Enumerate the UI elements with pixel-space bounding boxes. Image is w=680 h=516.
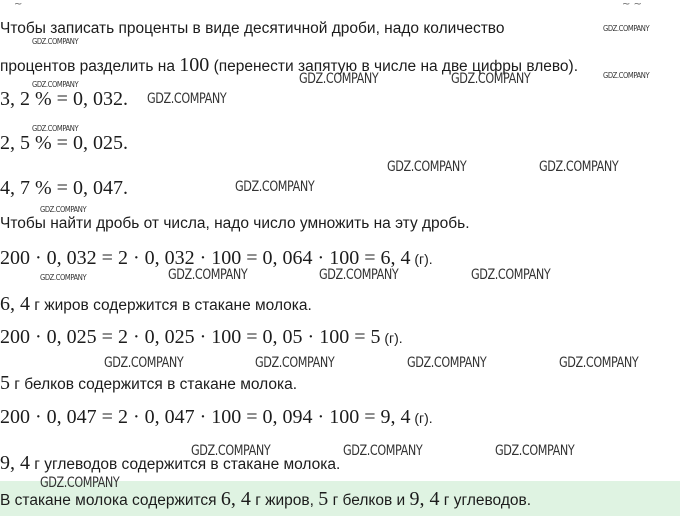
top-mark-left: ~ (14, 0, 23, 10)
watermark: GDZ.COMPANY (603, 71, 650, 80)
text: г углеводов. (439, 492, 532, 509)
watermark: GDZ.COMPANY (191, 443, 271, 459)
watermark: GDZ.COMPANY (407, 355, 487, 371)
watermark: GDZ.COMPANY (319, 267, 399, 283)
text: процентов разделить на (0, 58, 180, 75)
top-mark-right: ~ ~ (622, 0, 642, 10)
watermark: GDZ.COMPANY (387, 159, 467, 175)
watermark: GDZ.COMPANY (147, 91, 227, 107)
number: 5 (0, 372, 10, 394)
equation: 200 · 0, 047 = 2 · 0, 047 · 100 = 0, 094 · 100 = 9, 4 (0, 406, 411, 428)
calc-proteins (0, 327, 403, 347)
equation: 3, 2 % = 0, 032. (0, 88, 128, 110)
text: г белков содержится в стакане молока. (10, 376, 298, 393)
number: 100 (179, 54, 210, 76)
result-proteins (0, 373, 297, 393)
number: 9, 4 (0, 452, 30, 474)
watermark: GDZ.COMPANY (471, 267, 551, 283)
watermark: GDZ.COMPANY (495, 443, 575, 459)
text: В стакане молока содержится (0, 492, 221, 509)
text: г углеводов содержится в стакане молока. (30, 456, 341, 473)
rule-percent-to-decimal-line1 (0, 21, 505, 37)
watermark: GDZ.COMPANY (603, 24, 650, 33)
watermark: GDZ.COMPANY (104, 355, 184, 371)
watermark: GDZ.COMPANY (32, 124, 79, 133)
watermark: GDZ.COMPANY (32, 80, 79, 89)
watermark: GDZ.COMPANY (299, 71, 379, 87)
text: Чтобы найти дробь от числа, надо число умножить на эту дробь. (0, 215, 470, 232)
equation: 4, 7 % = 0, 047. (0, 177, 128, 199)
text: (перенести запятую в числе на две цифры влево). (209, 58, 579, 75)
unit: (г). (410, 251, 433, 267)
conclusion-text (0, 489, 531, 509)
watermark: GDZ.COMPANY (343, 443, 423, 459)
watermark: GDZ.COMPANY (32, 37, 79, 46)
watermark: GDZ.COMPANY (451, 71, 531, 87)
equation: 2, 5 % = 0, 025. (0, 132, 128, 154)
unit: (г). (380, 330, 403, 346)
watermark: GDZ.COMPANY (40, 205, 87, 214)
equation: 200 · 0, 032 = 2 · 0, 032 · 100 = 0, 064 · 100 = 6, 4 (0, 247, 411, 269)
watermark: GDZ.COMPANY (539, 159, 619, 175)
text: г белков и (328, 492, 410, 509)
watermark: GDZ.COMPANY (168, 267, 248, 283)
result-fats (0, 294, 312, 314)
equation-4-7-percent (0, 178, 128, 198)
number: 5 (318, 488, 329, 510)
equation: 200 · 0, 025 = 2 · 0, 025 · 100 = 0, 05 · 100 = 5 (0, 326, 381, 348)
watermark: GDZ.COMPANY (255, 355, 335, 371)
watermark: GDZ.COMPANY (559, 355, 639, 371)
number: 6, 4 (0, 293, 30, 315)
text: Чтобы записать проценты в виде десятичной дроби, надо количество (0, 20, 505, 37)
watermark: GDZ.COMPANY (40, 475, 120, 491)
watermark: GDZ.COMPANY (235, 179, 315, 195)
text: г жиров, (250, 492, 319, 509)
unit: (г). (410, 410, 433, 426)
watermark: GDZ.COMPANY (40, 273, 87, 282)
equation-2-5-percent (0, 133, 128, 153)
number: 9, 4 (409, 488, 440, 510)
rule-fraction-of-number (0, 216, 470, 232)
number: 6, 4 (220, 488, 251, 510)
calc-carbs (0, 407, 433, 427)
result-carbs (0, 453, 340, 473)
text: г жиров содержится в стакане молока. (30, 297, 312, 314)
calc-fats (0, 248, 433, 268)
equation-3-2-percent (0, 89, 128, 109)
